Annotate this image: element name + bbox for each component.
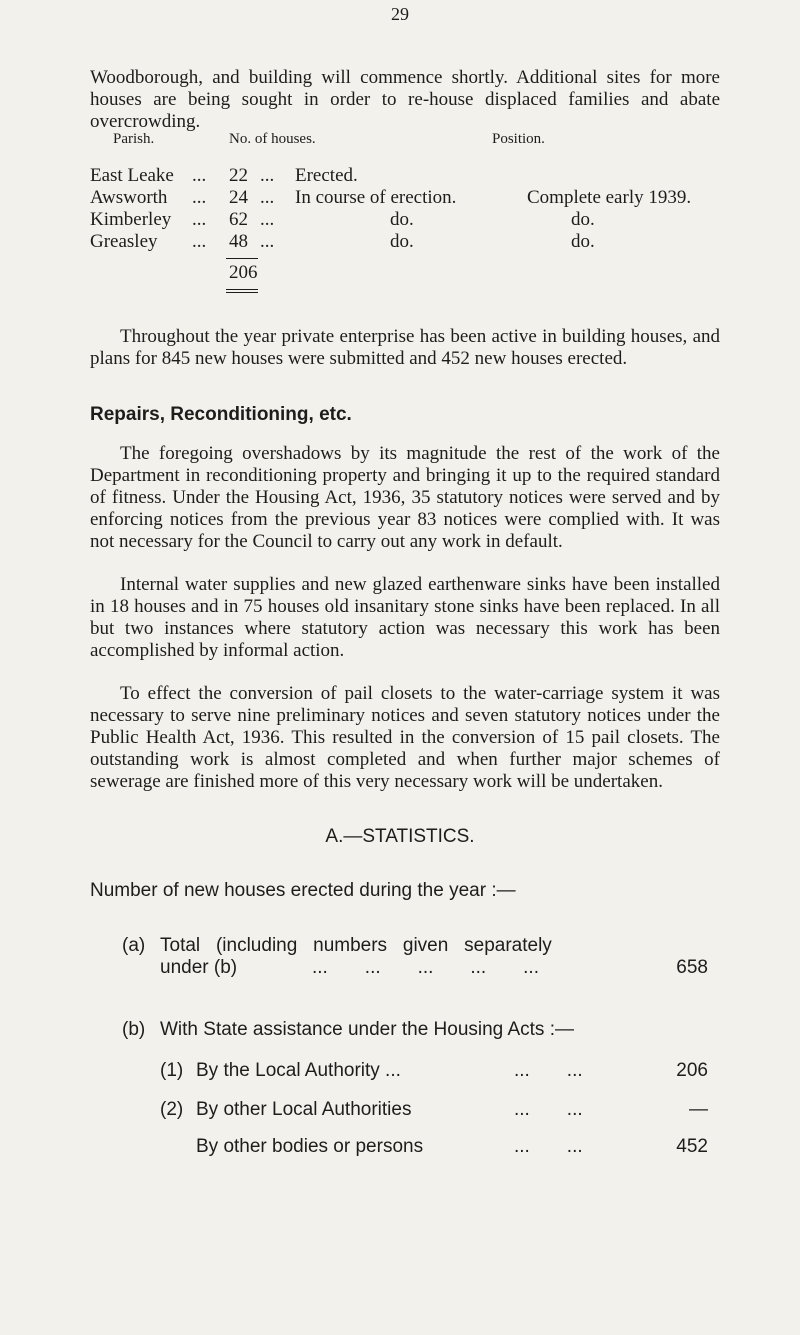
row-dots: ... bbox=[192, 209, 207, 230]
header-parish: Parish. bbox=[113, 131, 155, 147]
row-dots: ... bbox=[260, 231, 275, 252]
table-row bbox=[0, 209, 800, 231]
header-houses: No. of houses. bbox=[229, 131, 316, 147]
row-houses: 62 bbox=[229, 209, 248, 230]
row-extra: do. bbox=[571, 231, 595, 252]
page-number: 29 bbox=[391, 4, 409, 24]
row-dots: ... bbox=[192, 187, 207, 208]
row-dots: ... bbox=[192, 165, 207, 186]
water-supplies-paragraph: Internal water supplies and new glazed earthenware sinks have been installed in 18 houses and in 75 houses old insanitary stone sinks have been replaced. In all but two instances where statutory action was necessary this work has been accomplished by informal action. bbox=[90, 574, 720, 661]
stat-b1-dots: ... ... bbox=[514, 1060, 583, 1081]
row-extra: Complete early 1939. bbox=[527, 187, 692, 208]
table-header bbox=[0, 131, 800, 151]
repairs-heading: Repairs, Reconditioning, etc. bbox=[90, 404, 352, 425]
stat-a-label: (a) bbox=[122, 935, 146, 956]
stat-b2-label: (2) bbox=[160, 1099, 184, 1120]
row-parish: Kimberley bbox=[90, 209, 172, 230]
stat-a-value: 658 bbox=[676, 957, 708, 978]
stat-b3-dots: ... ... bbox=[514, 1136, 583, 1157]
statistics-heading: A.—STATISTICS. bbox=[325, 826, 475, 847]
intro-paragraph: Woodborough, and building will commence shortly. Additional sites for more houses are being sought in order to re-house displaced families and abate overcrowding. bbox=[90, 67, 720, 132]
row-position: Erected. bbox=[295, 165, 358, 186]
row-dots: ... bbox=[192, 231, 207, 252]
row-dots: ... bbox=[260, 165, 275, 186]
housing-table bbox=[0, 165, 800, 275]
table-row bbox=[0, 187, 800, 209]
row-position: do. bbox=[390, 209, 414, 230]
stat-b1-text: By the Local Authority ... bbox=[196, 1060, 401, 1081]
row-dots: ... bbox=[260, 209, 275, 230]
row-dots: ... bbox=[260, 187, 275, 208]
stat-b2-text: By other Local Authorities bbox=[196, 1099, 412, 1120]
row-houses: 48 bbox=[229, 231, 248, 252]
stat-b-label: (b) bbox=[122, 1019, 146, 1040]
stat-b3-text: By other bodies or persons bbox=[196, 1136, 424, 1157]
total-double-rule-top bbox=[226, 289, 258, 290]
statistics-intro: Number of new houses erected during the year :— bbox=[90, 880, 516, 901]
stat-a-line2: under (b) bbox=[160, 957, 238, 978]
row-parish: Greasley bbox=[90, 231, 158, 252]
stat-b2-value: — bbox=[689, 1099, 708, 1120]
stat-b1-label: (1) bbox=[160, 1060, 184, 1081]
row-parish: East Leake bbox=[90, 165, 174, 186]
stat-b3-value: 452 bbox=[676, 1136, 708, 1157]
row-extra: do. bbox=[571, 209, 595, 230]
table-row bbox=[0, 231, 800, 253]
stat-b2-dots: ... ... bbox=[514, 1099, 583, 1120]
stat-a-line1: Total (including numbers given separately bbox=[160, 935, 552, 956]
sum-rule bbox=[226, 258, 258, 259]
row-position: do. bbox=[390, 231, 414, 252]
stat-b-text: With State assistance under the Housing Acts :— bbox=[160, 1019, 574, 1040]
row-position: In course of erection. bbox=[295, 187, 457, 208]
private-enterprise-paragraph: Throughout the year private enterprise has been active in building houses, and plans for 845 new houses were submitted and 452 new houses erected. bbox=[90, 326, 720, 369]
stat-a-dots: ... ... ... ... ... bbox=[312, 957, 539, 978]
table-row bbox=[0, 165, 800, 187]
row-houses: 24 bbox=[229, 187, 248, 208]
row-parish: Awsworth bbox=[90, 187, 168, 208]
pail-closets-paragraph: To effect the conversion of pail closets to the water-carriage system it was necessary to serve nine preliminary notices and seven statutory notices under the Public Health Act, 1936. This resulted in the conversion of 15 pail closets. The outstanding work is almost completed and when further major schemes of sewerage are finished more of this very necessary work will be undertaken. bbox=[90, 683, 720, 792]
repairs-paragraph: The foregoing overshadows by its magnitude the rest of the work of the Department in reconditioning property and bringing it up to the required standard of fitness. Under the Housing Act, 1936, 35 statutory notices were served and by enforcing notices from the previous year 83 notices were complied with. It was not necessary for the Council to carry out any work in default. bbox=[90, 443, 720, 552]
row-houses: 22 bbox=[229, 165, 248, 186]
stat-b1-value: 206 bbox=[676, 1060, 708, 1081]
header-position: Position. bbox=[492, 131, 545, 147]
total-double-rule-bottom bbox=[226, 292, 258, 293]
table-total: 206 bbox=[229, 262, 258, 283]
